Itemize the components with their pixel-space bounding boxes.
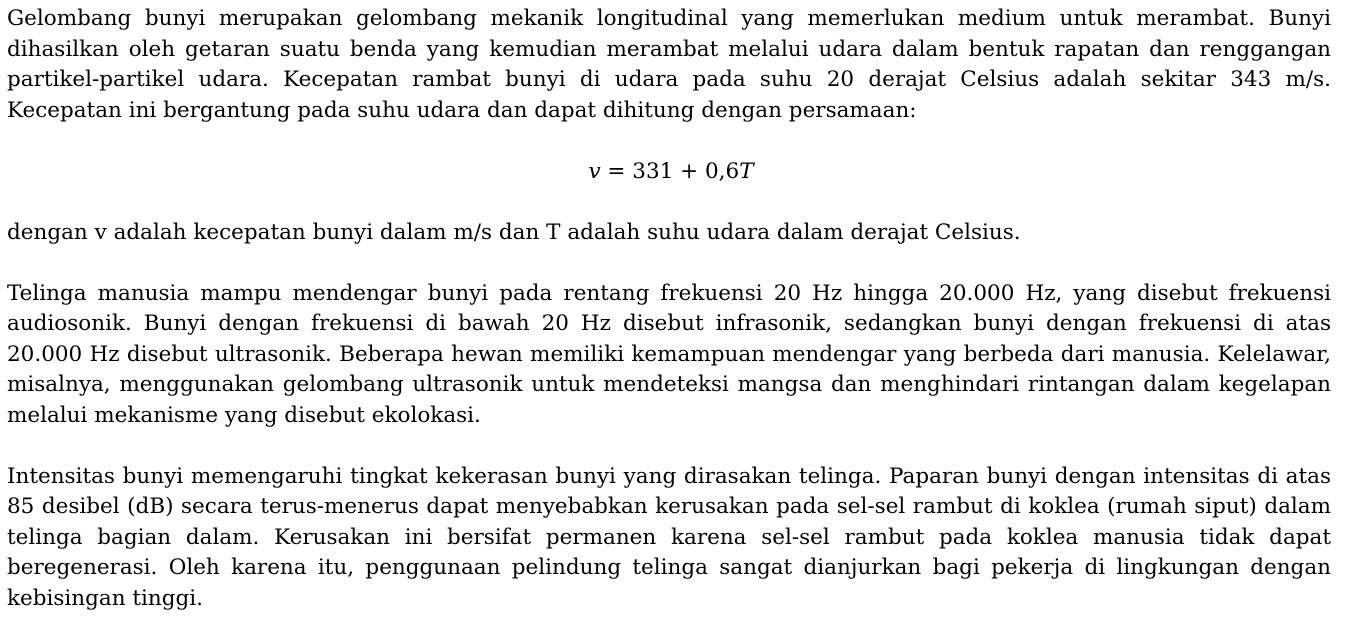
document-body xyxy=(7,4,1331,614)
equation-variable: T xyxy=(739,158,754,184)
spacer xyxy=(7,248,1331,279)
paragraph-sound-intensity: Intensitas bunyi memengaruhi tingkat kekerasan bunyi yang dirasakan telinga. Paparan bunyi dengan intensitas di atas 85 desibel (dB) secara terus-menerus dapat menyebabkan kerusakan pada sel-sel rambut di koklea (rumah siput) dalam telinga bagian dalam. Kerusakan ini bersifat permanen karena sel-sel rambut pada koklea manusia tidak dapat beregenerasi. Oleh karena itu, penggunaan pelindung telinga sangat dianjurkan bagi pekerja di lingkungan dengan kebisingan tinggi. xyxy=(7,463,1331,611)
paragraph-sound-waves: Gelombang bunyi merupakan gelombang mekanik longitudinal yang memerlukan medium untuk merambat. Bunyi dihasilkan oleh getaran suatu benda yang kemudian merambat melalui udara dalam bentuk rapatan dan renggangan partikel-partikel udara. Kecepatan rambat bunyi di udara pada suhu 20 derajat Celsius adalah sekitar 343 m/s. Kecepatan ini bergantung pada suhu udara dan dapat dihitung dengan persamaan: xyxy=(7,6,1331,123)
spacer xyxy=(7,187,1331,218)
paragraph-hearing-range: Telinga manusia mampu mendengar bunyi pada rentang frekuensi 20 Hz hingga 20.000 Hz, yang disebut frekuensi audiosonik. Bunyi dengan frekuensi di bawah 20 Hz disebut infrasonik, sedangkan bunyi dengan frekuensi di atas 20.000 Hz disebut ultrasonik. Beberapa hewan memiliki kemampuan mendengar yang berbeda dari manusia. Kelelawar, misalnya, menggunakan gelombang ultrasonik untuk mendeteksi mangsa dan menghindari rintangan dalam kegelapan melalui mekanisme yang disebut ekolokasi. xyxy=(7,280,1331,428)
equation-body: = 331 + 0,6 xyxy=(600,158,740,184)
equation-lhs: v xyxy=(588,158,601,184)
paragraph-variables: dengan v adalah kecepatan bunyi dalam m/s dan T adalah suhu udara dalam derajat Celsius. xyxy=(7,219,1021,245)
spacer xyxy=(7,431,1331,462)
speed-of-sound-equation xyxy=(7,157,1331,188)
spacer xyxy=(7,126,1331,157)
